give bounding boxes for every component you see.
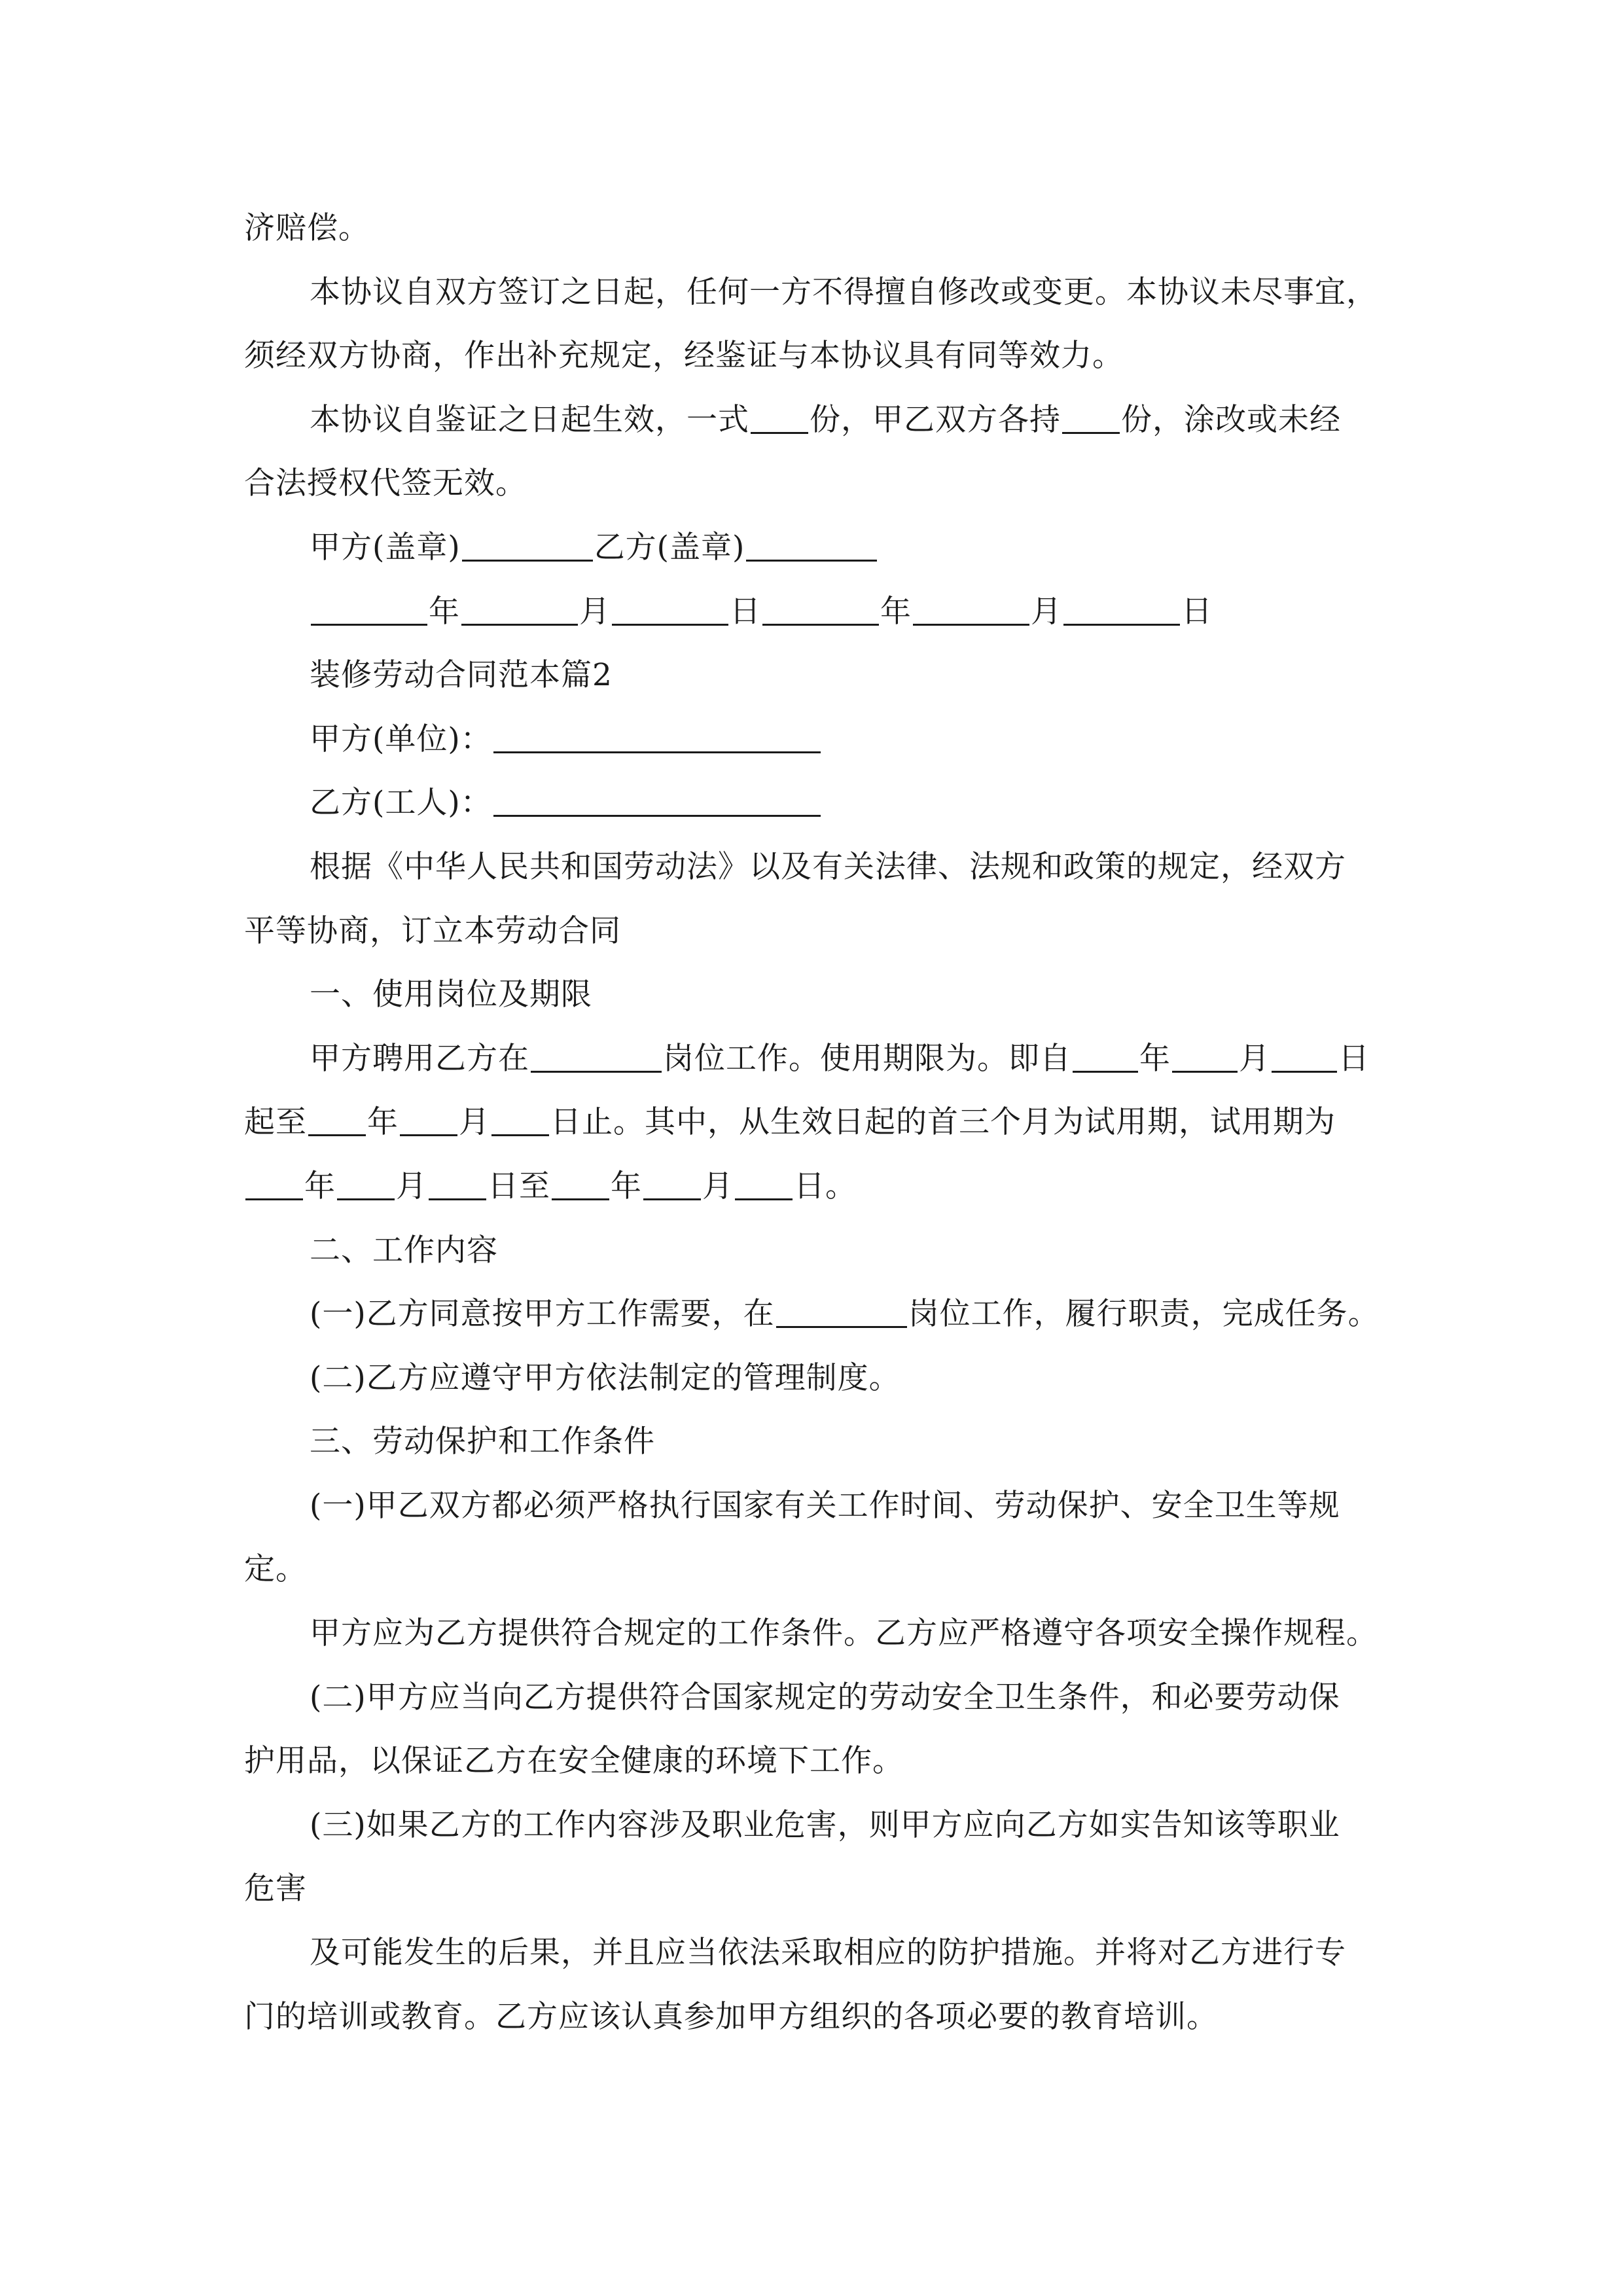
paragraph-line [244, 1155, 1383, 1219]
text: 年 [367, 1104, 399, 1141]
text: 护用品，以保证乙方在安全健康的环境下工作。 [244, 1743, 904, 1780]
text: 二、工作内容 [310, 1232, 498, 1268]
fill-blank [913, 598, 1029, 626]
document-body [244, 196, 1383, 2049]
fill-blank [762, 598, 879, 626]
section-heading [244, 963, 1383, 1027]
text: 甲方(单位)： [310, 721, 492, 757]
text: 甲方聘用乙方在 [310, 1040, 529, 1077]
fill-blank [461, 598, 578, 626]
text: 日 [1338, 1040, 1370, 1077]
text: 月 [396, 1168, 427, 1204]
text: 根据《中华人民共和国劳动法》以及有关法律、法规和政策的规定，经双方 [310, 848, 1346, 885]
text: 平等协商，订立本劳动合同 [244, 912, 621, 949]
fill-blank [751, 406, 808, 434]
fill-blank [552, 1172, 609, 1200]
paragraph-line [244, 1793, 1383, 1857]
text: 三、劳动保护和工作条件 [310, 1424, 655, 1460]
fill-blank [311, 598, 427, 626]
text: 年 [304, 1168, 336, 1204]
paragraph-line [244, 1282, 1383, 1346]
paragraph-line [244, 260, 1383, 325]
date-line [244, 580, 1383, 644]
text: 济赔偿。 [244, 210, 370, 246]
text: 岗位工作，履行职责，完成任务。 [908, 1296, 1380, 1333]
fill-blank [735, 1172, 793, 1200]
paragraph-line [244, 1857, 1383, 1921]
text: 份，甲乙双方各持 [810, 401, 1061, 438]
paragraph-line [244, 1090, 1383, 1155]
fill-blank [531, 1045, 662, 1073]
party-a-seal-label: 甲方(盖章) [310, 529, 461, 565]
text: 月 [1239, 1040, 1270, 1077]
fill-blank [493, 725, 821, 753]
fill-blank [245, 1172, 303, 1200]
paragraph-line [244, 1729, 1383, 1793]
signature-line [244, 516, 1383, 580]
text: 月 [1031, 593, 1062, 630]
text: (二)甲方应当向乙方提供符合国家规定的劳动安全卫生条件，和必要劳动保 [310, 1679, 1340, 1715]
text: 日 [1181, 593, 1213, 630]
fill-blank [462, 533, 593, 562]
fill-blank [746, 533, 877, 562]
text: 月 [579, 593, 611, 630]
text: 年 [880, 593, 912, 630]
text: 年 [611, 1168, 642, 1204]
text: 定。 [244, 1551, 307, 1588]
paragraph-line [244, 708, 1383, 772]
text: 须经双方协商，作出补充规定，经鉴证与本协议具有同等效力。 [244, 338, 1124, 374]
paragraph-line [244, 324, 1383, 388]
paragraph-line [244, 1985, 1383, 2049]
text: 甲方应为乙方提供符合规定的工作条件。乙方应严格遵守各项安全操作规程。 [310, 1615, 1378, 1652]
text: 装修劳动合同范本篇2 [310, 657, 613, 694]
text: 年 [429, 593, 460, 630]
text: 日至 [488, 1168, 550, 1204]
fill-blank [400, 1108, 457, 1136]
paragraph-line [244, 835, 1383, 899]
text: 一、使用岗位及期限 [310, 977, 592, 1013]
text: 合法授权代签无效。 [244, 465, 527, 502]
fill-blank [643, 1172, 701, 1200]
party-b-seal-label: 乙方(盖章) [594, 529, 745, 565]
section-heading [244, 643, 1383, 708]
fill-blank [491, 1108, 549, 1136]
text: 本协议自双方签订之日起，任何一方不得擅自修改或变更。本协议未尽事宜， [310, 274, 1378, 310]
text: 份，涂改或未经 [1121, 401, 1341, 438]
paragraph-line [244, 1921, 1383, 1985]
fill-blank [1272, 1045, 1337, 1073]
text: 危害 [244, 1871, 307, 1907]
paragraph-line [244, 196, 1383, 260]
paragraph-line [244, 452, 1383, 516]
paragraph-line [244, 899, 1383, 963]
text: 门的培训或教育。乙方应该认真参加甲方组织的各项必要的教育培训。 [244, 1998, 1218, 2035]
text: 日。 [794, 1168, 857, 1204]
fill-blank [1073, 1045, 1138, 1073]
fill-blank [1063, 598, 1180, 626]
text: 月 [459, 1104, 490, 1141]
paragraph-line [244, 1537, 1383, 1602]
text: 及可能发生的后果，并且应当依法采取相应的防护措施。并将对乙方进行专 [310, 1935, 1346, 1971]
fill-blank [337, 1172, 395, 1200]
text: (三)如果乙方的工作内容涉及职业危害，则甲方应向乙方如实告知该等职业 [310, 1806, 1340, 1843]
fill-blank [429, 1172, 486, 1200]
text: 岗位工作。使用期限为。即自 [663, 1040, 1071, 1077]
text: (一)乙方同意按甲方工作需要，在 [310, 1296, 775, 1333]
fill-blank [308, 1108, 366, 1136]
fill-blank [493, 789, 821, 817]
fill-blank [776, 1300, 907, 1328]
text: 日 [730, 593, 761, 630]
paragraph-line [244, 1027, 1383, 1091]
section-heading [244, 1410, 1383, 1474]
section-heading [244, 1219, 1383, 1283]
text: 乙方(工人)： [310, 785, 492, 821]
text: (二)乙方应遵守甲方依法制定的管理制度。 [310, 1359, 901, 1396]
text: 日止。其中，从生效日起的首三个月为试用期，试用期为 [550, 1104, 1336, 1141]
paragraph-line [244, 1602, 1383, 1666]
paragraph-line [244, 1666, 1383, 1730]
text: (一)甲乙双方都必须严格执行国家有关工作时间、劳动保护、安全卫生等规 [310, 1487, 1340, 1524]
paragraph-line [244, 1474, 1383, 1538]
text: 本协议自鉴证之日起生效，一式 [310, 401, 749, 438]
fill-blank [1172, 1045, 1238, 1073]
text: 起至 [244, 1104, 307, 1141]
fill-blank [612, 598, 728, 626]
fill-blank [1062, 406, 1120, 434]
text: 月 [702, 1168, 734, 1204]
paragraph-line [244, 388, 1383, 452]
paragraph-line [244, 771, 1383, 835]
paragraph-line [244, 1346, 1383, 1410]
text: 年 [1139, 1040, 1171, 1077]
